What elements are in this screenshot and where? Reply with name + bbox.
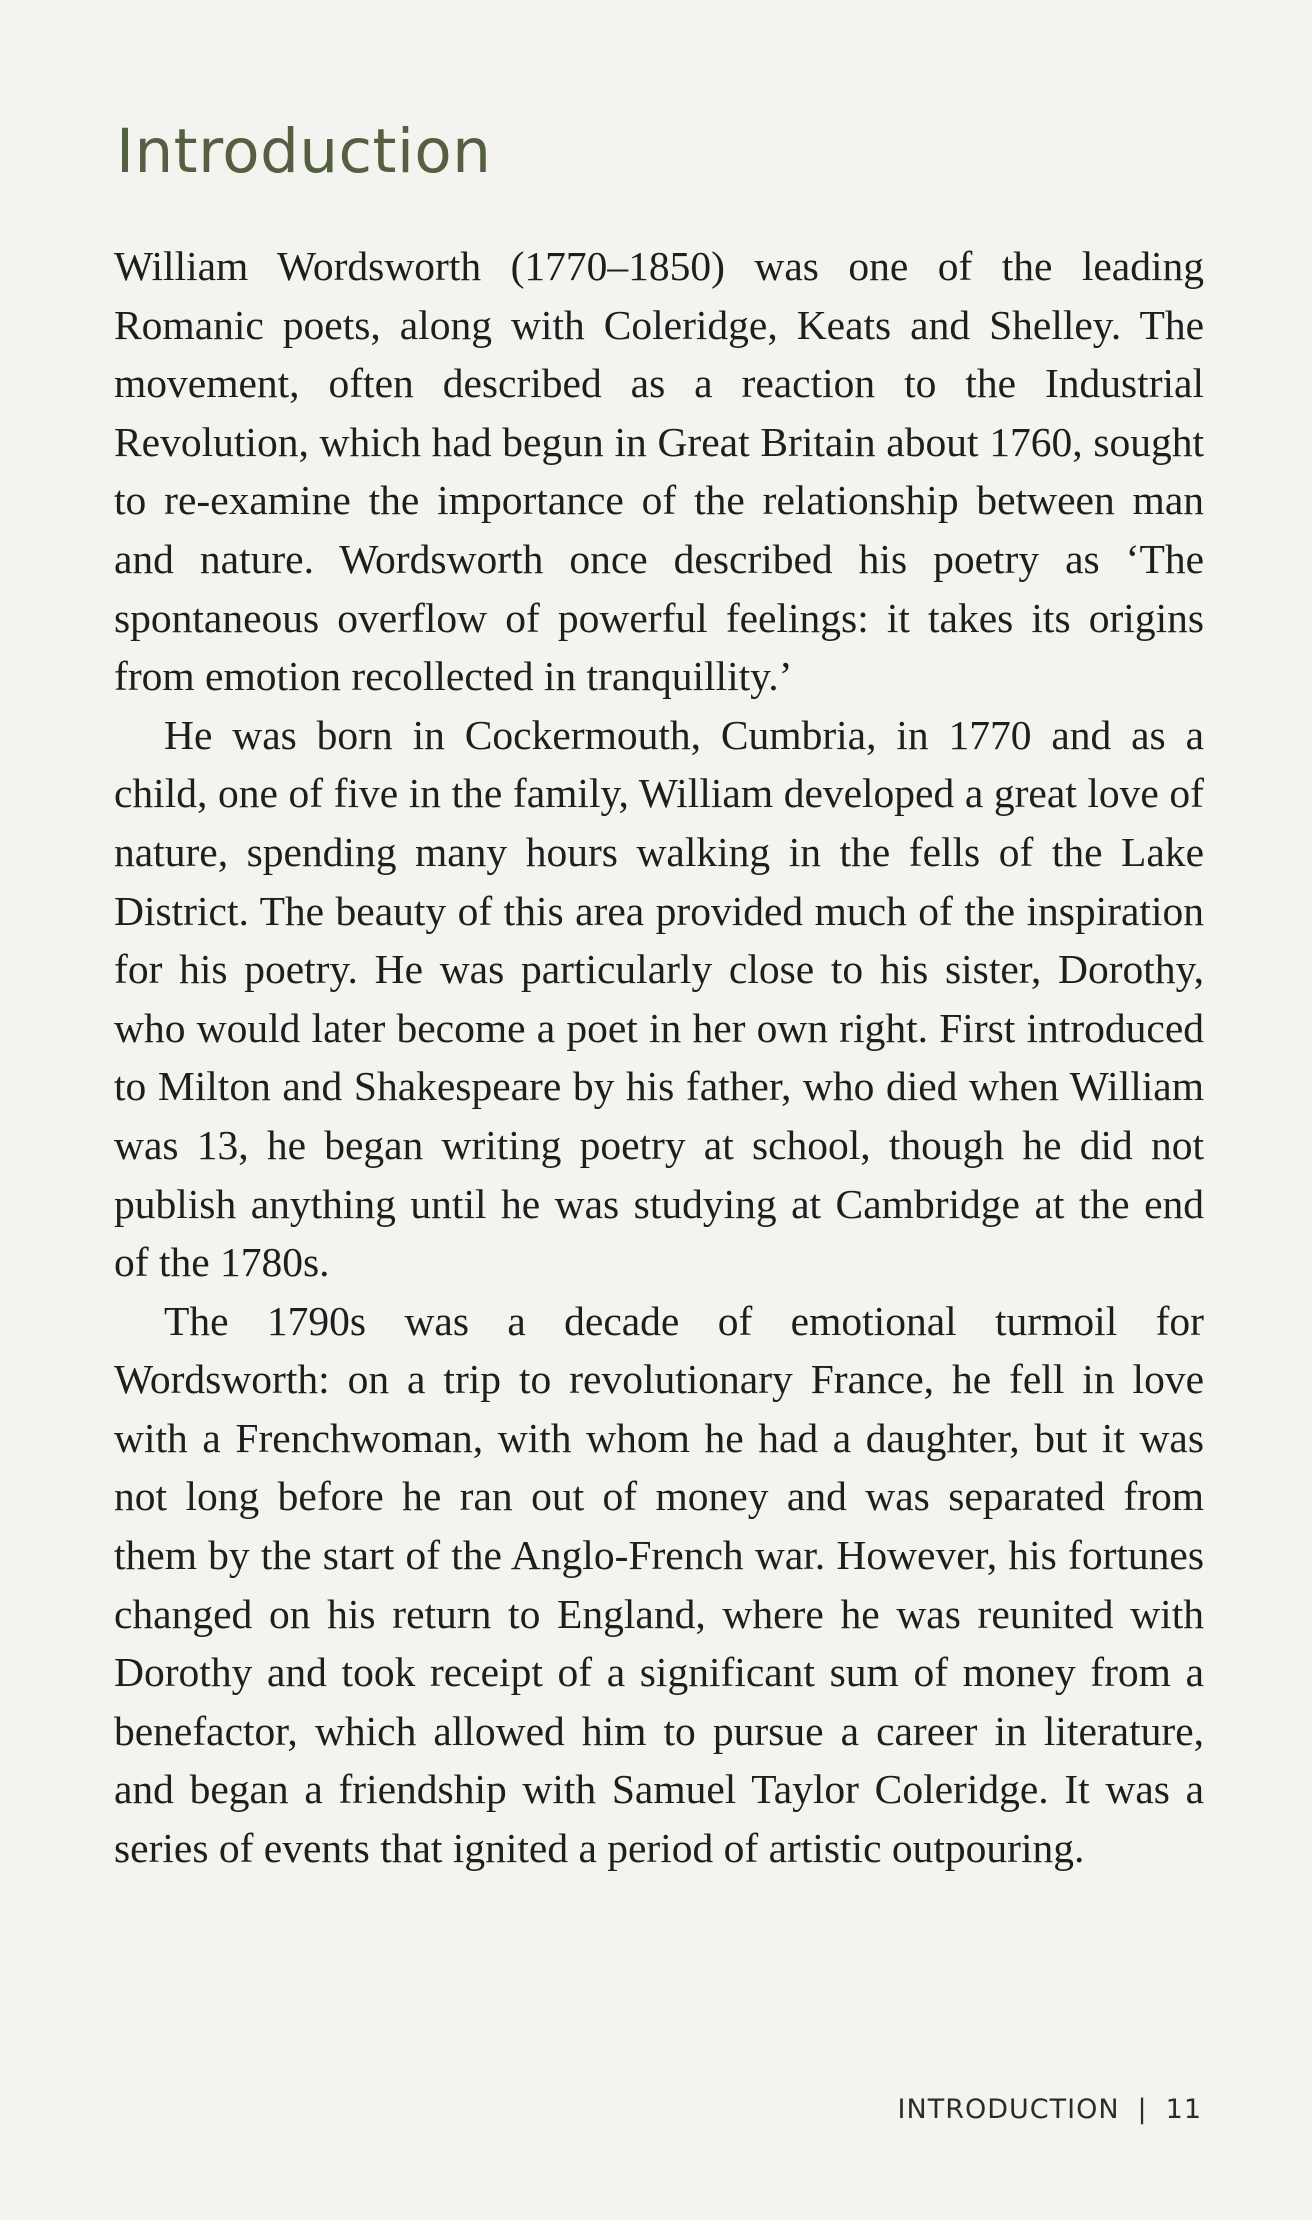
paragraph-3: The 1790s was a decade of emotional turmoil for Wordsworth: on a trip to revolutionary France, he fell in love with a Frenchwoman, with whom he had a daughter, but it was not long before he ran out of money and was separated from them by the start of the Anglo-French war. However, his fortunes changed on his return to England, where he was reunited with Dorothy and took receipt of a significant sum of money from a benefactor, which allowed him to pursue a career in literature, and began a friendship with Samuel Taylor Coleridge. It was a series of events that ignited a period of artistic outpouring. bbox=[114, 1297, 1204, 1872]
paragraph-1: William Wordsworth (1770–1850) was one of the leading Romanic poets, along with Coleridge, Keats and Shelley. The movement, often described as a reaction to the Industrial Revolution, which had begun in Great Britain about 1760, sought to re-examine the importance of the relationship between man and nature. Wordsworth once described his poetry as ‘The spontaneous overflow of powerful feelings: it takes its origins from emotion recollected in tranquillity.’ bbox=[114, 243, 1204, 700]
running-head: INTRODUCTION bbox=[897, 2094, 1120, 2125]
page-number: 11 bbox=[1165, 2094, 1202, 2125]
chapter-heading: Introduction bbox=[116, 116, 492, 187]
page-footer bbox=[898, 2092, 1202, 2128]
footer-separator: | bbox=[1137, 2094, 1148, 2125]
body-text bbox=[114, 237, 1204, 1878]
paragraph-2: He was born in Cockermouth, Cumbria, in 1770 and as a child, one of five in the family, William developed a great love of nature, spending many hours walking in the fells of the Lake District. The beauty of this area provided much of the inspiration for his poetry. He was particularly close to his sister, Dorothy, who would later become a poet in her own right. First introduced to Milton and Shakespeare by his father, who died when William was 13, he began writing poetry at school, though he did not publish anything until he was studying at Cambridge at the end of the 1780s. bbox=[114, 711, 1204, 1286]
